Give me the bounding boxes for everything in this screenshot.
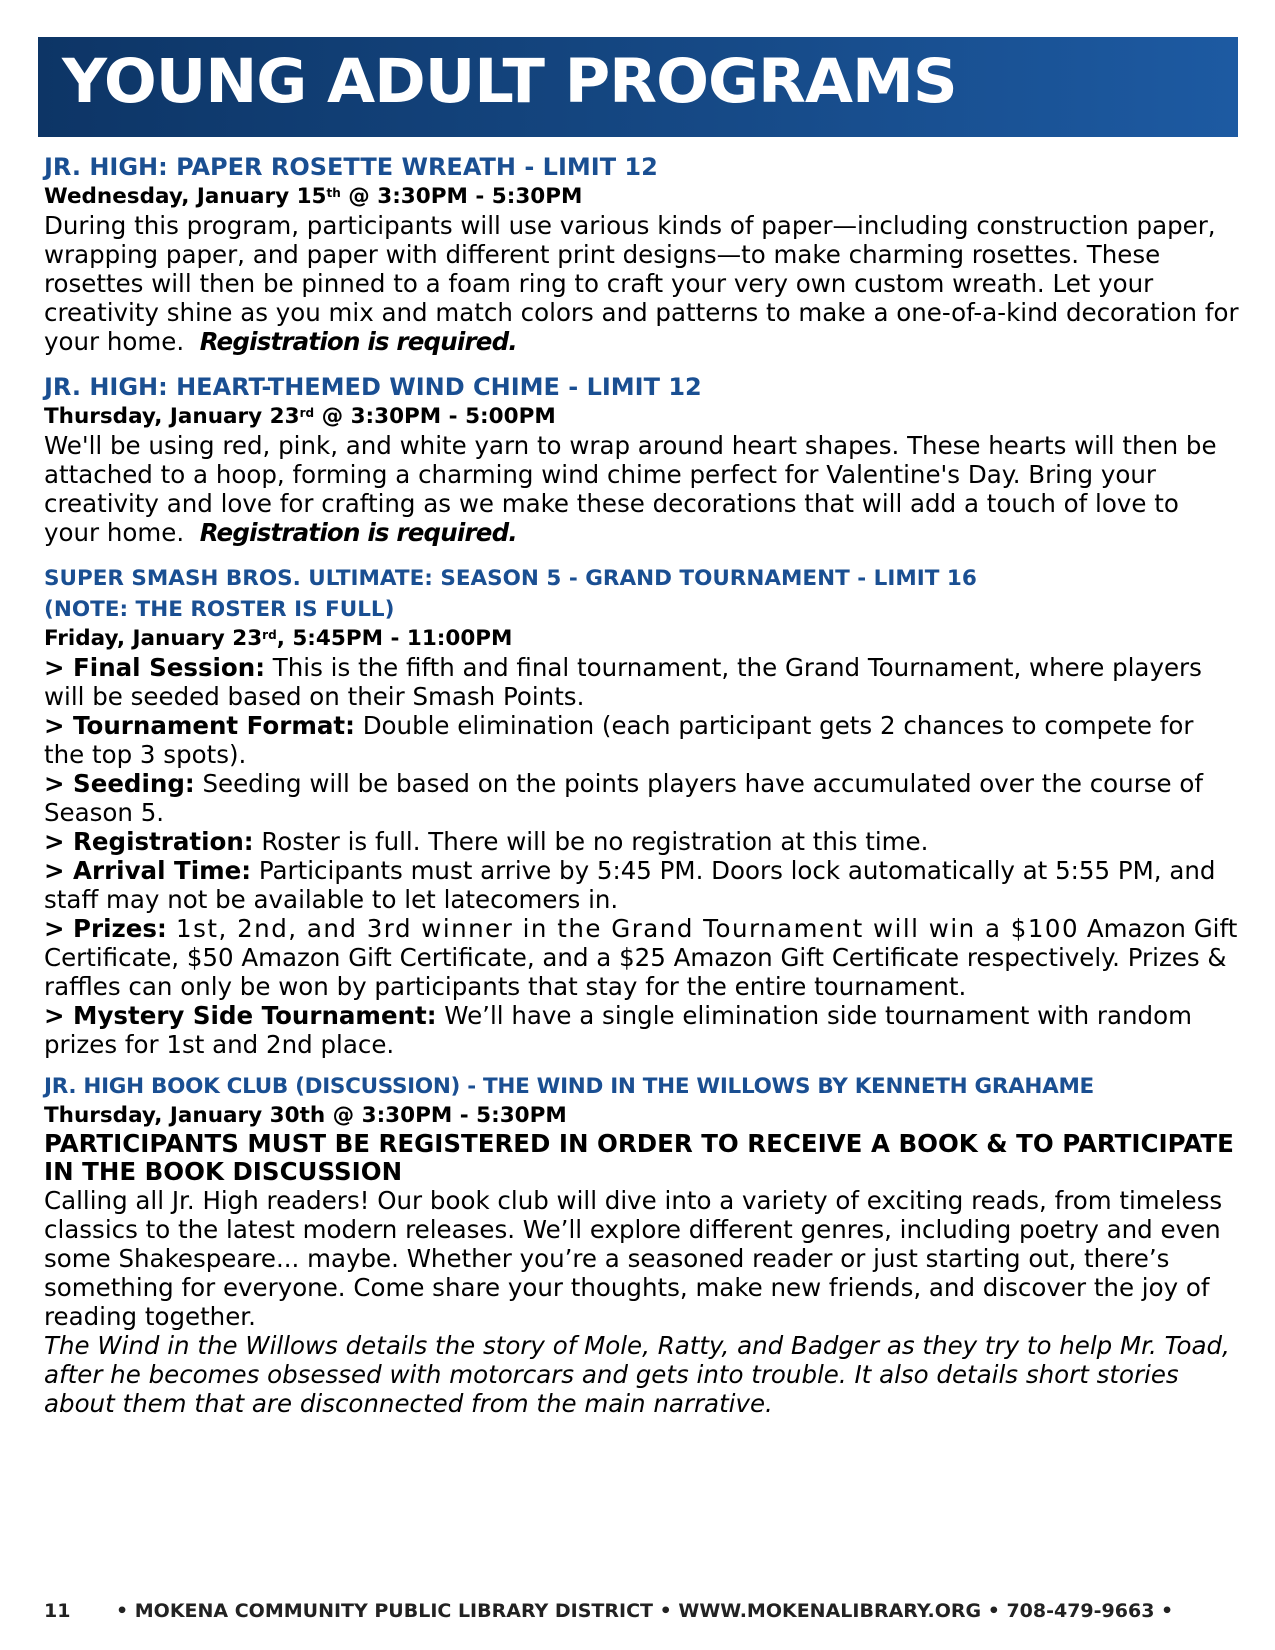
program-description: During this program, participants will use various kinds of paper—including construction paper, wrapping paper, and paper with different print designs—to make charming rosettes. These rosettes will then be pinned to a foam ring to craft your very own custom wreath. Let your creativity shine as you mix and match colors and patterns to make a one-of-a-kind decoration for your home. Registration is required.	[44, 211, 1239, 356]
page-title: YOUNG ADULT PROGRAMS	[62, 46, 957, 117]
program-title: JR. HIGH: PAPER ROSETTE WREATH - LIMIT 12	[44, 153, 658, 181]
program-title: JR. HIGH BOOK CLUB (DISCUSSION) - THE WIND IN THE WILLOWS BY KENNETH GRAHAME	[44, 1074, 1094, 1099]
list-item: > Seeding: Seeding will be based on the points players have accumulated over the course of Season 5.	[44, 769, 1204, 827]
program-title: SUPER SMASH BROS. ULTIMATE: SEASON 5 - GRAND TOURNAMENT - LIMIT 16	[44, 566, 977, 591]
list-item: > Prizes: 1st, 2nd, and 3rd winner in the Grand Tournament will win a $100 Amazon Gift Certificate, $50 Amazon Gift Certificate, and a $25 Amazon Gift Certificate respectively. Prizes & raffles can only be won by participants that stay for the entire tournament.	[44, 914, 1238, 1001]
list-item: > Registration: Roster is full. There will be no registration at this time.	[44, 827, 929, 856]
program-description: We'll be using red, pink, and white yarn to wrap around heart shapes. These hearts will then be attached to a hoop, forming a charming wind chime perfect for Valentine's Day. Bring your creativity and love for crafting as we make these decorations that will add a touch of love to your home. Registration is required.	[44, 431, 1217, 547]
list-item: > Arrival Time: Participants must arrive by 5:45 PM. Doors lock automatically at 5:55 PM, and staff may not be available to let latecomers in.	[44, 856, 1216, 914]
header-banner	[38, 37, 1238, 137]
program-paper-rosette-wreath	[44, 152, 1239, 356]
registration-required: Registration is required.	[199, 327, 517, 356]
registration-required: Registration is required.	[199, 518, 517, 547]
program-heart-wind-chime	[44, 372, 1239, 547]
program-title: JR. HIGH: HEART-THEMED WIND CHIME - LIMIT 12	[44, 373, 702, 401]
list-item: > Final Session: This is the fifth and final tournament, the Grand Tournament, where players will be seeded based on their Smash Points.	[44, 653, 1202, 711]
program-date: Friday, January 23rd, 5:45PM - 11:00PM	[44, 626, 513, 651]
registration-notice: PARTICIPANTS MUST BE REGISTERED IN ORDER TO RECEIVE A BOOK & TO PARTICIPATE IN THE BOOK DISCUSSION	[44, 1129, 1234, 1186]
book-synopsis: The Wind in the Willows details the story of Mole, Ratty, and Badger as they try to help Mr. Toad, after he becomes obsessed with motorcars and gets into trouble. It also details short stories about them that are disconnected from the main narrative.	[44, 1331, 1230, 1418]
program-book-club	[44, 1071, 1239, 1418]
program-smash-bros-tournament	[44, 563, 1239, 1059]
program-date: Wednesday, January 15th @ 3:30PM - 5:30PM	[44, 184, 583, 209]
program-description: Calling all Jr. High readers! Our book club will dive into a variety of exciting reads, from timeless classics to the latest modern releases. We’ll explore different genres, including poetry and even some Shakespeare... maybe. Whether you’re a seasoned reader or just starting out, there’s something for everyone. Come share your thoughts, make new friends, and discover the joy of reading together.	[44, 1186, 1223, 1331]
program-date: Thursday, January 23rd @ 3:30PM - 5:00PM	[44, 404, 556, 429]
programs-list	[44, 152, 1239, 1434]
tournament-details	[44, 653, 1239, 1059]
library-contact-info: • MOKENA COMMUNITY PUBLIC LIBRARY DISTRICT • WWW.MOKENALIBRARY.ORG • 708-479-9663 •	[116, 1600, 1174, 1622]
program-date: Thursday, January 30th @ 3:30PM - 5:30PM	[44, 1103, 567, 1128]
list-item: > Tournament Format: Double elimination (each participant gets 2 chances to compete for the top 3 spots).	[44, 711, 1194, 769]
list-item: > Mystery Side Tournament: We’ll have a single elimination side tournament with random prizes for 1st and 2nd place.	[44, 1001, 1192, 1059]
program-title-note: (NOTE: THE ROSTER IS FULL)	[44, 597, 395, 622]
page-number: 11	[44, 1600, 71, 1622]
